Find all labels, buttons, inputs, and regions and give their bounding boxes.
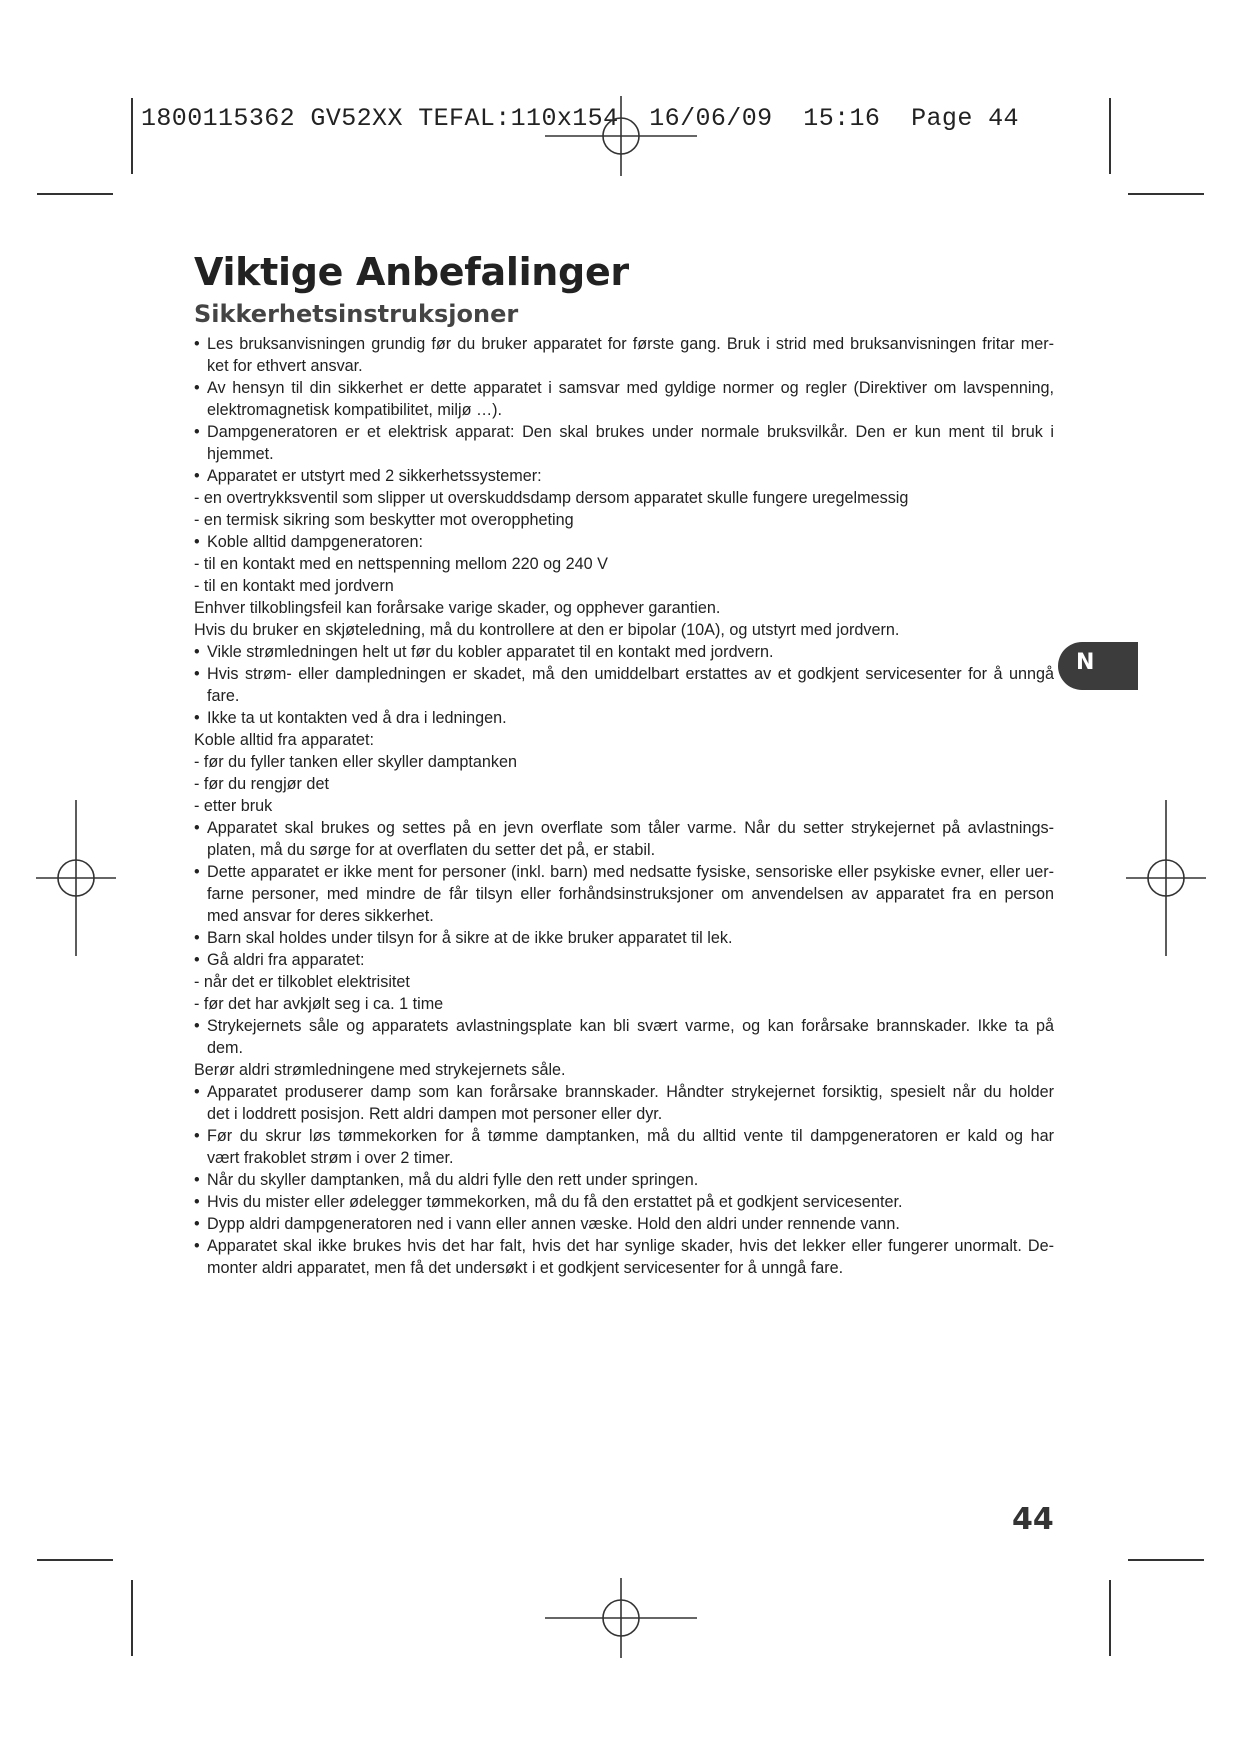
bullet-item: • Av hensyn til din sikkerhet er dette apparatet i samsvar med gyldige normer og regler (Direktiver om lavspenning, (194, 377, 1054, 399)
crop-mark-bottom-left-vertical (131, 1580, 133, 1656)
bullet-continuation: farne personer, med mindre de får tilsyn eller forhåndsinstruksjoner om anvendelsen av apparatet fra en person (207, 885, 1054, 903)
crop-mark-top-right-horizontal (1128, 193, 1204, 195)
crop-mark-top-left-horizontal (37, 193, 113, 195)
page-number: 44 (1012, 1502, 1054, 1537)
bullet-item: • Barn skal holdes under tilsyn for å sikre at de ikke bruker apparatet til lek. (194, 927, 1054, 949)
text-line: Enhver tilkoblingsfeil kan forårsake varige skader, og opphever garantien. (194, 599, 721, 617)
crop-mark-top-right-vertical (1109, 98, 1111, 174)
bullet-item: • Gå aldri fra apparatet: (194, 949, 1054, 971)
page-title: Viktige Anbefalinger (194, 250, 629, 294)
text-line: - en termisk sikring som beskytter mot overoppheting (194, 511, 574, 529)
bullet-continuation: ket for ethvert ansvar. (207, 357, 363, 375)
bullet-item: • Før du skrur løs tømmekorken for å tømme damptanken, må du alltid vente til dampgeneratoren er kald og har (194, 1125, 1054, 1147)
print-job-header: 1800115362 GV52XX TEFAL:110x154 16/06/09 15:16 Page 44 (141, 104, 1019, 133)
bullet-continuation: med ansvar for deres sikkerhet. (207, 907, 434, 925)
bullet-item: • Ikke ta ut kontakten ved å dra i ledningen. (194, 707, 1054, 729)
bullet-continuation: hjemmet. (207, 445, 274, 463)
bullet-item: • Apparatet skal brukes og settes på en jevn overflate som tåler varme. Når du setter strykejernet på avlastnings- (194, 817, 1054, 839)
bullet-continuation: monter aldri apparatet, men få det undersøkt i et godkjent servicesenter for å unngå fare. (207, 1259, 844, 1277)
language-tab (1058, 642, 1138, 690)
crop-mark-bottom-right-vertical (1109, 1580, 1111, 1656)
bullet-item: • Les bruksanvisningen grundig før du bruker apparatet for første gang. Bruk i strid med bruksanvisningen fritar mer- (194, 333, 1054, 355)
text-line: - før du fyller tanken eller skyller damptanken (194, 753, 517, 771)
bullet-continuation: dem. (207, 1039, 243, 1057)
section-subtitle: Sikkerhetsinstruksjoner (194, 300, 519, 328)
registration-target-bottom (545, 1578, 697, 1658)
language-tab-label: N (1076, 650, 1095, 675)
text-line: - før det har avkjølt seg i ca. 1 time (194, 995, 444, 1013)
bullet-continuation: elektromagnetisk kompatibilitet, miljø …). (207, 401, 503, 419)
bullet-item: • Dypp aldri dampgeneratoren ned i vann eller annen væske. Hold den aldri under rennende vann. (194, 1213, 1054, 1235)
text-line: - til en kontakt med jordvern (194, 577, 394, 595)
bullet-continuation: fare. (207, 687, 240, 705)
bullet-item: • Hvis du mister eller ødelegger tømmekorken, må du få den erstattet på et godkjent servicesenter. (194, 1191, 1054, 1213)
registration-target-left (36, 800, 116, 956)
bullet-item: • Hvis strøm- eller dampledningen er skadet, må den umiddelbart erstattes av et godkjent servicesenter for å unngå (194, 663, 1054, 685)
text-line: Koble alltid fra apparatet: (194, 731, 374, 749)
crop-mark-bottom-right-horizontal (1128, 1559, 1204, 1561)
bullet-item: • Dette apparatet er ikke ment for personer (inkl. barn) med nedsatte fysiske, sensoriske eller psykiske evner, eller uer- (194, 861, 1054, 883)
text-line: Hvis du bruker en skjøteledning, må du kontrollere at den er bipolar (10A), og utstyrt med jordvern. (194, 621, 900, 639)
bullet-item: • Vikle strømledningen helt ut før du kobler apparatet til en kontakt med jordvern. (194, 641, 1054, 663)
bullet-continuation: vært frakoblet strøm i over 2 timer. (207, 1149, 454, 1167)
bullet-item: • Apparatet produserer damp som kan forårsake brannskader. Håndter strykejernet forsiktig, spesielt når du holder (194, 1081, 1054, 1103)
bullet-item: • Strykejernets såle og apparatets avlastningsplate kan bli svært varme, og kan forårsake brannskader. Ikke ta på (194, 1015, 1054, 1037)
text-line: - til en kontakt med en nettspenning mellom 220 og 240 V (194, 555, 608, 573)
bullet-item: • Apparatet skal ikke brukes hvis det har falt, hvis det har synlige skader, hvis det lekker eller fungerer unormalt. De- (194, 1235, 1054, 1257)
text-line: - når det er tilkoblet elektrisitet (194, 973, 410, 991)
bullet-continuation: platen, må du sørge for at overflaten du setter det på, er stabil. (207, 841, 656, 859)
safety-instructions-body (194, 333, 1054, 1279)
bullet-item: • Dampgeneratoren er et elektrisk apparat: Den skal brukes under normale bruksvilkår. Den er kun ment til bruk i (194, 421, 1054, 443)
crop-mark-top-left-vertical (131, 98, 133, 174)
bullet-item: • Apparatet er utstyrt med 2 sikkerhetssystemer: (194, 465, 1054, 487)
bullet-item: • Når du skyller damptanken, må du aldri fylle den rett under springen. (194, 1169, 1054, 1191)
bullet-continuation: det i loddrett posisjon. Rett aldri dampen mot personer eller dyr. (207, 1105, 663, 1123)
bullet-item: • Koble alltid dampgeneratoren: (194, 531, 1054, 553)
registration-target-top (545, 96, 697, 176)
text-line: Berør aldri strømledningene med strykejernets såle. (194, 1061, 566, 1079)
crop-mark-bottom-left-horizontal (37, 1559, 113, 1561)
text-line: - etter bruk (194, 797, 273, 815)
text-line: - en overtrykksventil som slipper ut overskuddsdamp dersom apparatet skulle fungere uregelmessig (194, 489, 909, 507)
text-line: - før du rengjør det (194, 775, 329, 793)
registration-target-right (1126, 800, 1206, 956)
